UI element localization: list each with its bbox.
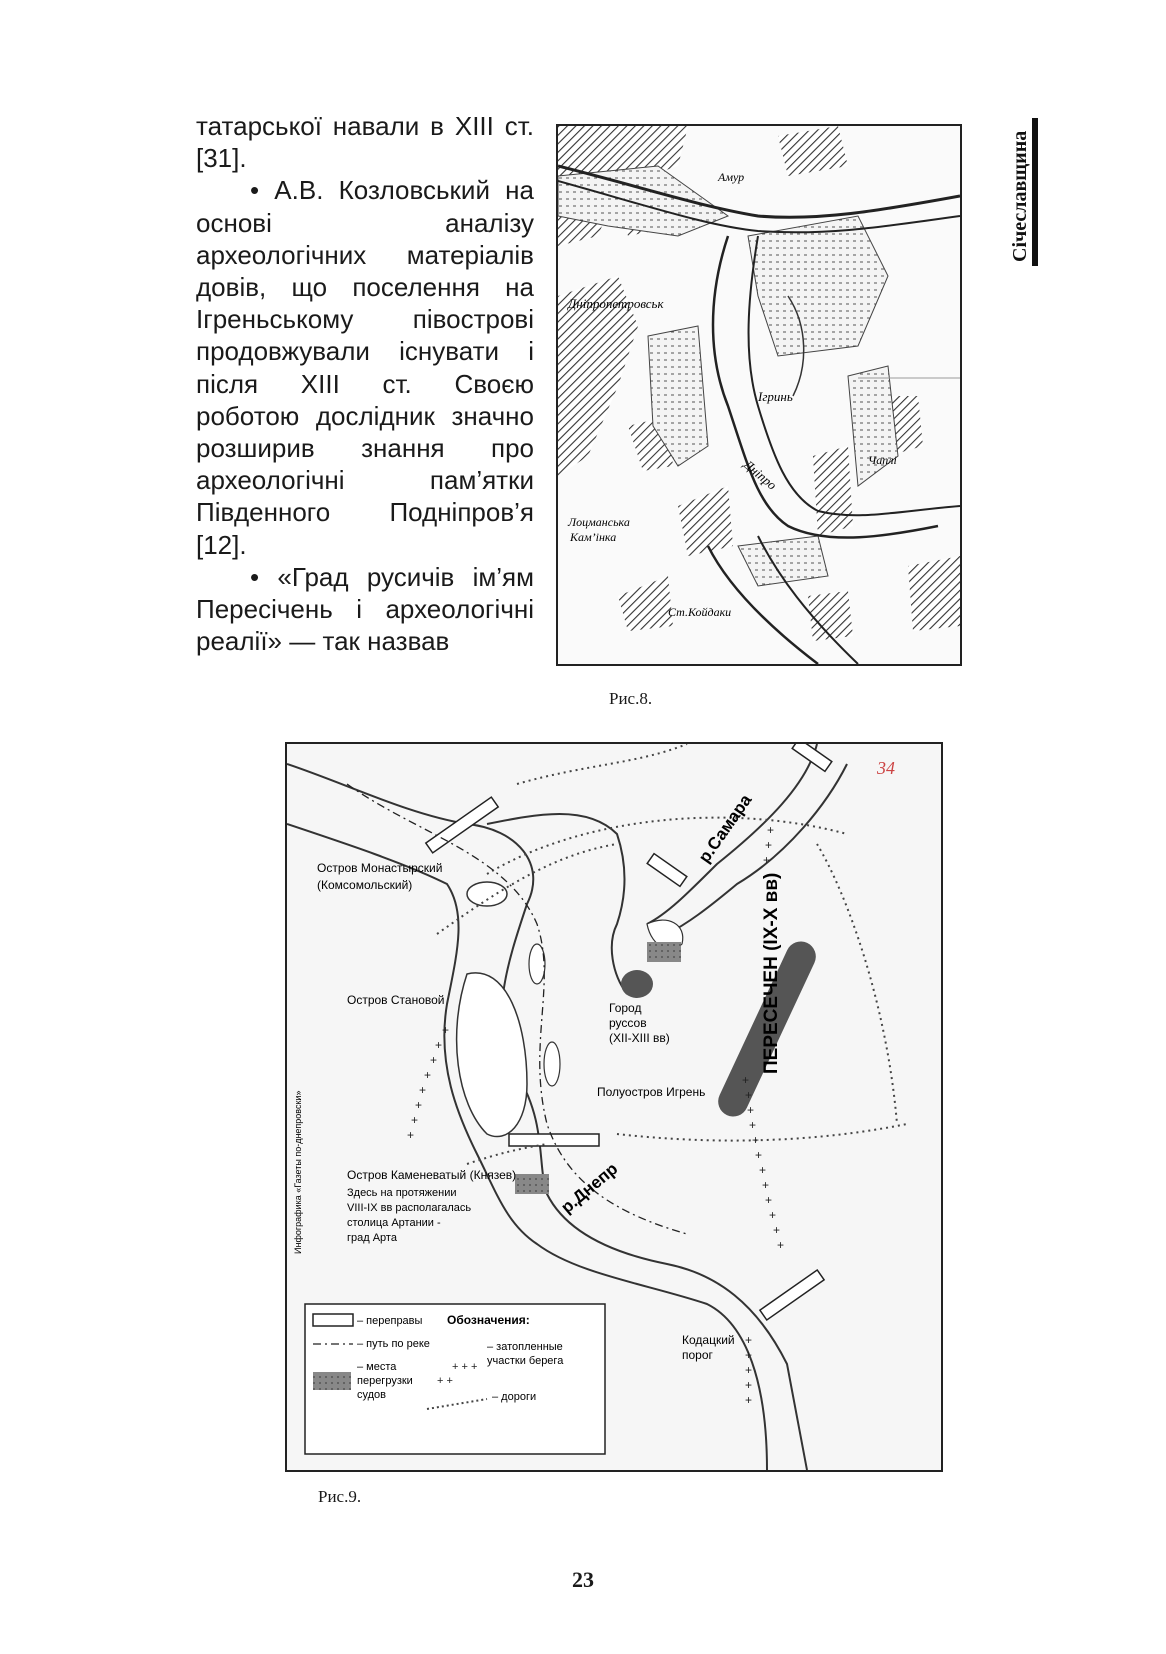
label-kamen: Остров Каменеватый (Князев) bbox=[347, 1168, 517, 1182]
legend-crossings: – переправы bbox=[357, 1315, 423, 1327]
svg-text:+: + bbox=[777, 1238, 785, 1252]
svg-text:+: + bbox=[419, 1083, 427, 1097]
svg-text:+: + bbox=[745, 1378, 753, 1392]
legend-river-path: – путь по реке bbox=[357, 1338, 430, 1350]
label-kaminka: Кам’інка bbox=[570, 530, 617, 544]
svg-text:+: + bbox=[769, 1208, 777, 1222]
label-kodak-1: Кодацкий bbox=[682, 1333, 735, 1347]
svg-text:+: + bbox=[765, 838, 773, 852]
label-lotsmanska: Лоцманська bbox=[568, 515, 630, 529]
label-igren: Ігринь bbox=[758, 389, 793, 404]
svg-text:+: + bbox=[745, 1348, 753, 1362]
svg-text:+: + bbox=[773, 1223, 781, 1237]
label-kodak-2: порог bbox=[682, 1348, 713, 1362]
svg-text:+: + bbox=[767, 823, 775, 837]
legend-reload-2: перегрузки bbox=[357, 1375, 413, 1387]
svg-text:+: + bbox=[415, 1098, 423, 1112]
label-arta-3: столица Артании - bbox=[347, 1217, 441, 1229]
figure-8-map bbox=[556, 124, 962, 666]
label-gorod-2: руссов bbox=[609, 1016, 647, 1030]
legend-flooded-2: участки берега bbox=[487, 1355, 564, 1367]
svg-text:+: + bbox=[745, 1333, 753, 1347]
label-stanovoi: Остров Становой bbox=[347, 993, 445, 1007]
svg-text:+: + bbox=[430, 1053, 438, 1067]
label-gorod-1: Город bbox=[609, 1001, 642, 1015]
label-arta-2: VIII-IX вв располагалась bbox=[347, 1202, 472, 1214]
svg-text:+: + bbox=[424, 1068, 432, 1082]
label-dnepr: р.Днепр bbox=[557, 1159, 622, 1218]
svg-text:+: + bbox=[745, 1088, 753, 1102]
credit-text: Инфографика «Газеты по-днепровски» bbox=[293, 1090, 303, 1254]
svg-text:+ +: + + bbox=[437, 1375, 453, 1387]
svg-text:+: + bbox=[745, 1393, 753, 1407]
paragraph-3: • «Град русичів ім’ям Пересічень і археологічні реалії» — так назвав bbox=[196, 561, 534, 657]
svg-text:+: + bbox=[749, 1118, 757, 1132]
logo bbox=[1002, 118, 1042, 266]
svg-text:+: + bbox=[762, 1178, 770, 1192]
label-gorod-3: (XII-XIII вв) bbox=[609, 1031, 670, 1045]
label-arta-1: Здесь на протяжении bbox=[347, 1187, 457, 1199]
label-monastyrsky-2: (Комсомольский) bbox=[317, 878, 413, 892]
legend-reload-1: – места bbox=[357, 1361, 397, 1373]
label-chapli: Чаплі bbox=[868, 453, 897, 467]
label-peresechen: ПЕРЕСЕЧЕН (IX-X вв) bbox=[761, 872, 782, 1074]
svg-text:+ + +: + + + bbox=[452, 1361, 478, 1373]
legend bbox=[305, 1304, 605, 1454]
legend-flooded-1: – затопленные bbox=[487, 1341, 563, 1353]
svg-text:+: + bbox=[759, 1163, 767, 1177]
legend-title: Обозначения: bbox=[447, 1313, 530, 1327]
figure-9-caption: Рис.9. bbox=[318, 1487, 362, 1506]
svg-text:+: + bbox=[765, 1193, 773, 1207]
hand-note: 34 bbox=[877, 758, 895, 778]
svg-text:+: + bbox=[747, 1103, 755, 1117]
figure-8-caption: Рис.8. bbox=[609, 689, 653, 708]
paragraph-1: татарської навали в XIII ст. [31]. bbox=[196, 111, 534, 174]
svg-text:+: + bbox=[411, 1113, 419, 1127]
label-dnipropetrovsk: Дніпропетровськ bbox=[568, 296, 664, 311]
svg-text:+: + bbox=[763, 853, 771, 867]
body-text-column bbox=[196, 110, 534, 657]
page-number: 23 bbox=[572, 1567, 594, 1592]
paragraph-2: • А.В. Козловський на основі аналізу археологічних матеріалів довів, що поселення на Ігреньському півострові продовжували існувати і після XIII ст. Своєю роботою дослідник значно розширив знання про археологічні пам’ятки Південного Подніпров’я [12]. bbox=[196, 175, 534, 560]
legend-roads: – дороги bbox=[492, 1391, 537, 1403]
svg-text:+: + bbox=[752, 1133, 760, 1147]
svg-text:+: + bbox=[742, 1073, 750, 1087]
label-samara: р.Самара bbox=[694, 790, 756, 867]
label-kodaky: Ст.Койдаки bbox=[668, 605, 732, 619]
svg-text:+: + bbox=[442, 1023, 450, 1037]
label-dnipro: Дніпро bbox=[741, 456, 780, 493]
label-arta-4: град Арта bbox=[347, 1232, 397, 1244]
label-amur: Амур bbox=[718, 170, 745, 184]
svg-text:+: + bbox=[755, 1148, 763, 1162]
label-monastyrsky-1: Остров Монастырский bbox=[317, 861, 443, 875]
logo-text: Січеславщина bbox=[1009, 130, 1031, 262]
svg-text:+: + bbox=[407, 1128, 415, 1142]
svg-text:+: + bbox=[435, 1038, 443, 1052]
svg-text:+: + bbox=[745, 1363, 753, 1377]
legend-reload-3: судов bbox=[357, 1389, 387, 1401]
figure-9-map bbox=[285, 742, 943, 1472]
label-igren: Полуостров Игрень bbox=[597, 1085, 706, 1099]
